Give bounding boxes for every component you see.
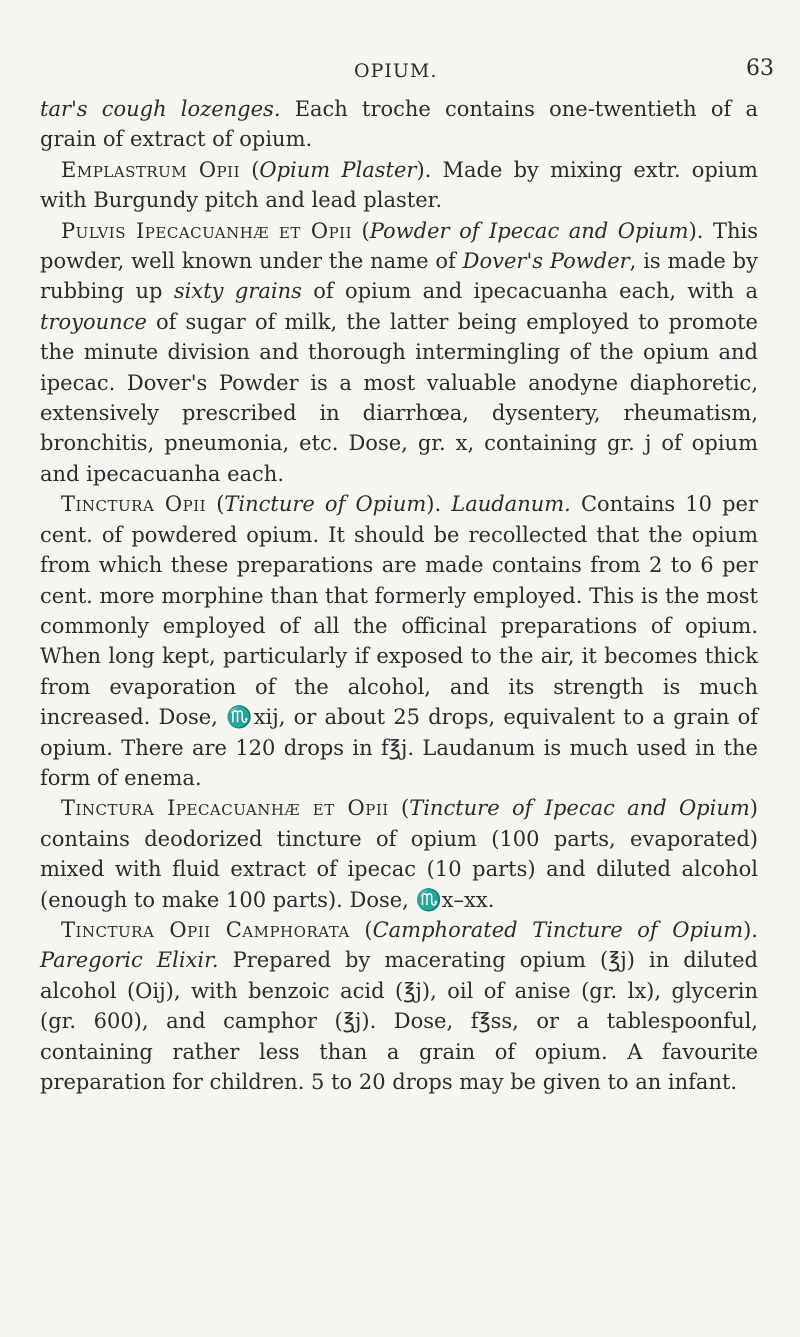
paragraph-pulvis-ipecacuanhae: Pulvis Ipecacuanhæ et Opii (Powder of Ipecac and Opium). This powder, well known under the name of Dover's Powder, is made by rubbing up sixty grains of opium and ipecacuanha each, with a troyounce of sugar of milk, the latter being employed to promote the minute division and thorough intermingling of the opium and ipecac. Dover's Powder is a most valuable anodyne diaphoretic, extensively prescribed in diarrhœa, dysentery, rheumatism, bronchitis, pneumonia, etc. Dose, gr. x, containing gr. j of opium and ipecacuanha each. <box>40 218 758 486</box>
paragraph-tinctura-opii: Tinctura Opii (Tincture of Opium). Laudanum. Contains 10 per cent. of powdered opium. It should be recollected that the opium from which these preparations are made contains from 2 to 6 per cent. more morphine than that formerly employed. This is the most commonly employed of all the officinal preparations of opium. When long kept, particularly if exposed to the air, it becomes thick from evaporation of the alcohol, and its strength is much increased. Dose, ♏xij, or about 25 drops, equivalent to a grain of opium. There are 120 drops in f℥j. Laudanum is much used in the form of enema. <box>40 492 758 790</box>
entry-heading: Tinctura Opii <box>61 492 207 517</box>
emphasis-dovers-powder: Dover's Powder <box>462 249 630 274</box>
entry-translation: Opium Plaster <box>259 157 417 182</box>
body-text <box>40 94 758 1097</box>
entry-heading: Tinctura Ipecacuanhæ et Opii <box>61 796 389 821</box>
paragraph-body: contains deodorized tincture of opium (100 parts, evaporated) mixed with fluid extract of ipecac (10 parts) and diluted alcohol (enough to make 100 parts). Dose, ♏x–xx. <box>40 826 758 912</box>
running-header <box>0 54 800 84</box>
paragraph-body: Prepared by macerating opium (℥j) in diluted alcohol (Oij), with benzoic acid (℥j), oil of anise (gr. lx), glycerin (gr. 600), and camphor (℥j). Dose, f℥ss, or a tablespoonful, containing rather less than a grain of opium. A favourite preparation for children. 5 to 20 drops may be given to an infant. <box>40 948 758 1094</box>
paragraph-tinctura-ipecacuanhae: Tinctura Ipecacuanhæ et Opii (Tincture of Ipecac and Opium) contains deodorized tincture of opium (100 parts, evaporated) mixed with fluid extract of ipecac (10 parts) and diluted alcohol (enough to make 100 parts). Dose, ♏x–xx. <box>40 796 758 912</box>
entry-heading: Emplastrum Opii <box>61 157 240 182</box>
entry-heading: Pulvis Ipecacuanhæ et Opii <box>61 218 353 243</box>
page-number: 63 <box>746 56 774 81</box>
paragraph-emplastrum-opii: Emplastrum Opii (Opium Plaster). Made by mixing extr. opium with Burgundy pitch and lead plaster. <box>40 157 758 213</box>
paragraph-tinctura-opii-camphorata: Tinctura Opii Camphorata (Camphorated Tincture of Opium). Paregoric Elixir. Prepared by macerating opium (℥j) in diluted alcohol (Oij), with benzoic acid (℥j), oil of anise (gr. lx), glycerin (gr. 600), and camphor (℥j). Dose, f℥ss, or a tablespoonful, containing rather less than a grain of opium. A favourite preparation for children. 5 to 20 drops may be given to an infant. <box>40 917 758 1094</box>
emphasis-sixty-grains: sixty grains <box>173 279 302 304</box>
entry-heading: Tinctura Opii Camphorata <box>61 917 350 942</box>
paragraph-body: Contains 10 per cent. of powdered opium. It should be recollected that the opium from which these preparations are made contains from 2 to 6 per cent. more morphine than that formerly employed. This is the most commonly employed of all the officinal preparations of opium. When long kept, particularly if exposed to the air, it becomes thick from evaporation of the alcohol, and its strength is much increased. Dose, ♏xij, or about 25 drops, equivalent to a grain of opium. There are 120 drops in f℥j. Laudanum is much used in the form of enema. <box>40 492 758 790</box>
entry-translation: Tincture of Ipecac and Opium <box>409 796 750 821</box>
paragraph-lozenges <box>40 94 758 155</box>
entry-translation: Tincture of Opium <box>224 492 427 517</box>
emphasis-paregoric-elixir: Paregoric Elixir. <box>40 948 219 973</box>
italic-lead: tar's cough lozenges. <box>40 97 281 121</box>
paragraph-body: Made by mixing extr. opium with Burgundy pitch and lead plaster. <box>40 157 758 213</box>
emphasis-troyounce: troyounce <box>40 309 147 334</box>
entry-translation: Camphorated Tincture of Opium <box>372 917 744 942</box>
emphasis-laudanum: Laudanum. <box>451 492 571 517</box>
entry-translation: Powder of Ipecac and Opium <box>369 218 689 243</box>
paragraph-body: Each troche contains one-twentieth of a grain of extract of opium. <box>40 97 758 152</box>
running-title: OPIUM. <box>354 60 438 82</box>
